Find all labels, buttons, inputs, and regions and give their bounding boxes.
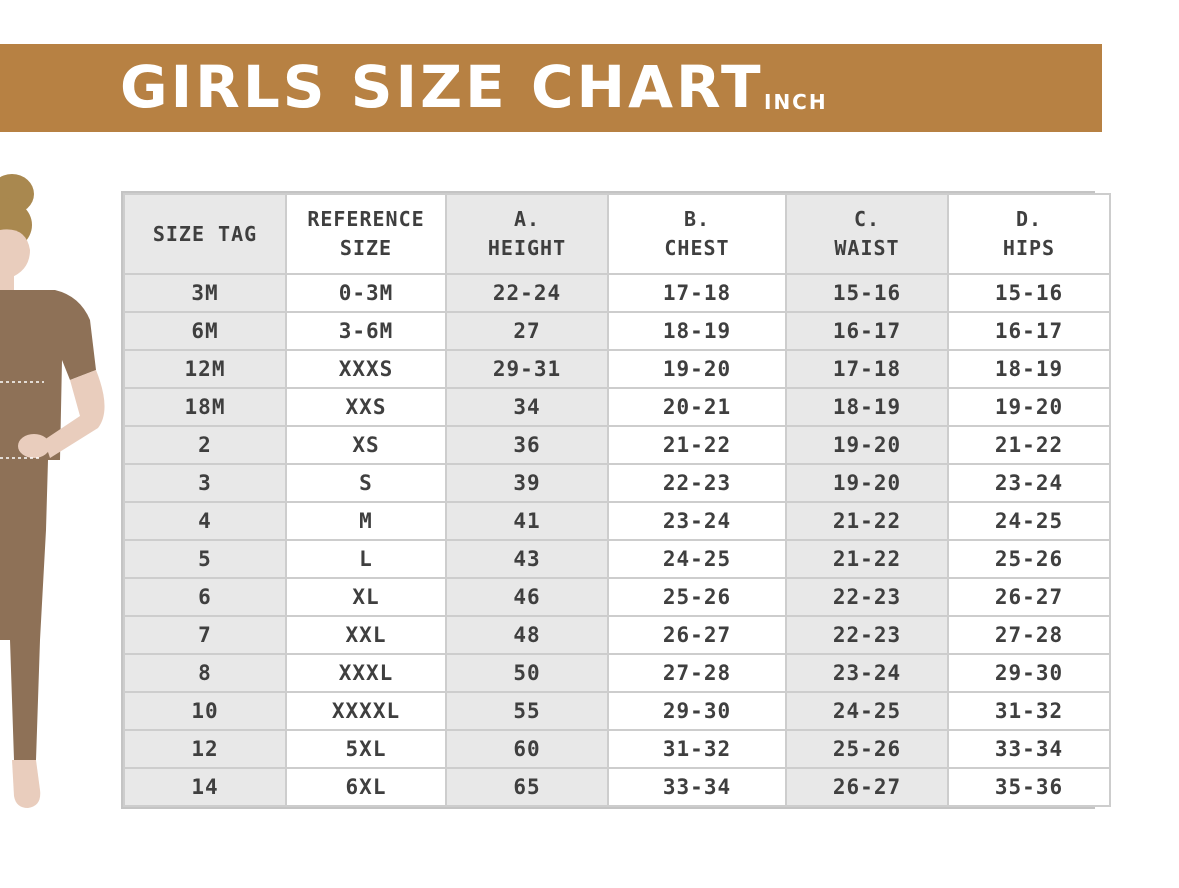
cell-waist: 21-22	[786, 502, 948, 540]
cell-chest: 22-23	[608, 464, 786, 502]
cell-chest: 25-26	[608, 578, 786, 616]
cell-height: 65	[446, 768, 608, 806]
cell-reference-size: 6XL	[286, 768, 446, 806]
cell-waist: 17-18	[786, 350, 948, 388]
chart-title: GIRLS SIZE CHART	[120, 53, 764, 121]
cell-size-tag: 2	[124, 426, 286, 464]
header-reference-size: REFERENCE SIZE	[286, 194, 446, 274]
unit-label: INCH	[764, 90, 828, 114]
cell-size-tag: 4	[124, 502, 286, 540]
cell-size-tag: 12	[124, 730, 286, 768]
cell-height: 41	[446, 502, 608, 540]
cell-size-tag: 5	[124, 540, 286, 578]
cell-reference-size: S	[286, 464, 446, 502]
cell-chest: 19-20	[608, 350, 786, 388]
cell-hips: 25-26	[948, 540, 1110, 578]
cell-reference-size: L	[286, 540, 446, 578]
cell-height: 50	[446, 654, 608, 692]
cell-waist: 16-17	[786, 312, 948, 350]
cell-waist: 18-19	[786, 388, 948, 426]
size-chart-table	[121, 191, 1095, 809]
cell-height: 29-31	[446, 350, 608, 388]
cell-reference-size: XXS	[286, 388, 446, 426]
cell-hips: 29-30	[948, 654, 1110, 692]
cell-hips: 23-24	[948, 464, 1110, 502]
cell-hips: 26-27	[948, 578, 1110, 616]
cell-waist: 15-16	[786, 274, 948, 312]
cell-reference-size: 0-3M	[286, 274, 446, 312]
cell-reference-size: 3-6M	[286, 312, 446, 350]
cell-hips: 24-25	[948, 502, 1110, 540]
cell-size-tag: 7	[124, 616, 286, 654]
cell-hips: 33-34	[948, 730, 1110, 768]
cell-reference-size: XXXXL	[286, 692, 446, 730]
cell-chest: 26-27	[608, 616, 786, 654]
cell-height: 27	[446, 312, 608, 350]
cell-chest: 23-24	[608, 502, 786, 540]
table-row	[124, 654, 1110, 692]
cell-reference-size: XL	[286, 578, 446, 616]
cell-chest: 18-19	[608, 312, 786, 350]
cell-hips: 31-32	[948, 692, 1110, 730]
cell-size-tag: 3M	[124, 274, 286, 312]
cell-size-tag: 14	[124, 768, 286, 806]
cell-height: 22-24	[446, 274, 608, 312]
cell-hips: 35-36	[948, 768, 1110, 806]
cell-waist: 19-20	[786, 464, 948, 502]
cell-waist: 26-27	[786, 768, 948, 806]
cell-chest: 33-34	[608, 768, 786, 806]
cell-size-tag: 18M	[124, 388, 286, 426]
cell-height: 34	[446, 388, 608, 426]
cell-chest: 17-18	[608, 274, 786, 312]
cell-size-tag: 8	[124, 654, 286, 692]
cell-height: 60	[446, 730, 608, 768]
header-hips: D. HIPS	[948, 194, 1110, 274]
cell-waist: 23-24	[786, 654, 948, 692]
table-row	[124, 540, 1110, 578]
cell-waist: 25-26	[786, 730, 948, 768]
cell-size-tag: 6	[124, 578, 286, 616]
cell-waist: 22-23	[786, 578, 948, 616]
cell-hips: 15-16	[948, 274, 1110, 312]
girl-figure-illustration	[0, 170, 120, 820]
cell-waist: 24-25	[786, 692, 948, 730]
cell-size-tag: 6M	[124, 312, 286, 350]
cell-chest: 29-30	[608, 692, 786, 730]
table-row	[124, 464, 1110, 502]
cell-size-tag: 3	[124, 464, 286, 502]
cell-waist: 21-22	[786, 540, 948, 578]
header-waist: C. WAIST	[786, 194, 948, 274]
table-row	[124, 350, 1110, 388]
cell-height: 46	[446, 578, 608, 616]
header-chest: B. CHEST	[608, 194, 786, 274]
cell-chest: 21-22	[608, 426, 786, 464]
cell-reference-size: XXXL	[286, 654, 446, 692]
header-size-tag: SIZE TAG	[124, 194, 286, 274]
cell-height: 36	[446, 426, 608, 464]
header-height: A. HEIGHT	[446, 194, 608, 274]
cell-height: 55	[446, 692, 608, 730]
cell-hips: 19-20	[948, 388, 1110, 426]
cell-height: 48	[446, 616, 608, 654]
table-row	[124, 274, 1110, 312]
table-row	[124, 502, 1110, 540]
cell-height: 39	[446, 464, 608, 502]
cell-hips: 18-19	[948, 350, 1110, 388]
table-row	[124, 578, 1110, 616]
cell-reference-size: XXL	[286, 616, 446, 654]
table-row	[124, 692, 1110, 730]
cell-reference-size: XXXS	[286, 350, 446, 388]
cell-height: 43	[446, 540, 608, 578]
cell-reference-size: 5XL	[286, 730, 446, 768]
table-row	[124, 616, 1110, 654]
cell-hips: 16-17	[948, 312, 1110, 350]
cell-reference-size: M	[286, 502, 446, 540]
cell-chest: 24-25	[608, 540, 786, 578]
cell-chest: 31-32	[608, 730, 786, 768]
cell-waist: 19-20	[786, 426, 948, 464]
cell-chest: 27-28	[608, 654, 786, 692]
header-row	[124, 194, 1110, 274]
table-row	[124, 388, 1110, 426]
cell-size-tag: 10	[124, 692, 286, 730]
table-row	[124, 730, 1110, 768]
cell-hips: 27-28	[948, 616, 1110, 654]
table-row	[124, 312, 1110, 350]
cell-waist: 22-23	[786, 616, 948, 654]
table-row	[124, 768, 1110, 806]
table-row	[124, 426, 1110, 464]
cell-reference-size: XS	[286, 426, 446, 464]
cell-chest: 20-21	[608, 388, 786, 426]
cell-hips: 21-22	[948, 426, 1110, 464]
cell-size-tag: 12M	[124, 350, 286, 388]
